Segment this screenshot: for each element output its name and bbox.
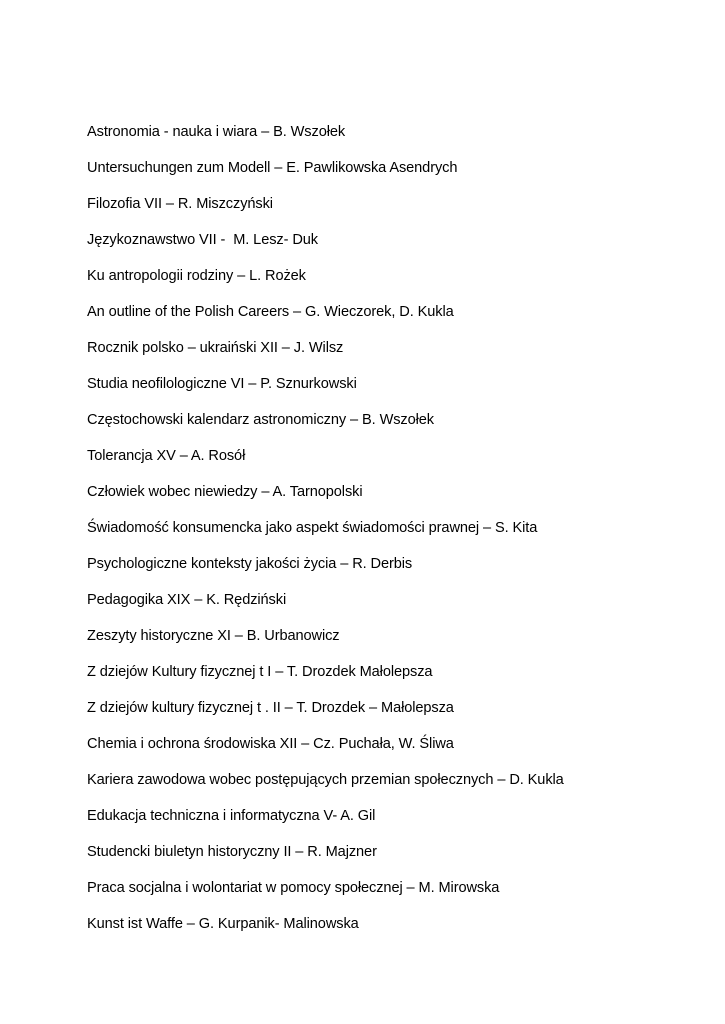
list-item: Rocznik polsko – ukraiński XII – J. Wilsz xyxy=(87,340,344,356)
list-item: Studia neofilologiczne VI – P. Sznurkowski xyxy=(87,376,357,392)
list-item: Chemia i ochrona środowiska XII – Cz. Puchała, W. Śliwa xyxy=(87,736,454,752)
list-item: Z dziejów kultury fizycznej t . II – T. Drozdek – Małolepsza xyxy=(87,700,454,716)
list-item: Untersuchungen zum Modell – E. Pawlikowska Asendrych xyxy=(87,160,458,176)
list-item: Tolerancja XV – A. Rosół xyxy=(87,448,246,464)
list-item: Kariera zawodowa wobec postępujących przemian społecznych – D. Kukla xyxy=(87,772,564,788)
publication-list xyxy=(87,119,564,947)
list-item: Pedagogika XIX – K. Rędziński xyxy=(87,592,287,608)
list-item: An outline of the Polish Careers – G. Wieczorek, D. Kukla xyxy=(87,304,454,320)
list-item: Z dziejów Kultury fizycznej t I – T. Drozdek Małolepsza xyxy=(87,664,433,680)
list-item: Ku antropologii rodziny – L. Rożek xyxy=(87,268,306,284)
list-item: Częstochowski kalendarz astronomiczny – B. Wszołek xyxy=(87,412,435,428)
list-item: Zeszyty historyczne XI – B. Urbanowicz xyxy=(87,628,340,644)
list-item: Kunst ist Waffe – G. Kurpanik- Malinowska xyxy=(87,916,359,932)
list-item: Edukacja techniczna i informatyczna V- A. Gil xyxy=(87,808,376,824)
list-item: Człowiek wobec niewiedzy – A. Tarnopolski xyxy=(87,484,363,500)
list-item: Psychologiczne konteksty jakości życia – R. Derbis xyxy=(87,556,413,572)
list-item: Praca socjalna i wolontariat w pomocy społecznej – M. Mirowska xyxy=(87,880,500,896)
list-item: Studencki biuletyn historyczny II – R. Majzner xyxy=(87,844,377,860)
list-item: Językoznawstwo VII - M. Lesz- Duk xyxy=(87,232,318,248)
list-item: Astronomia - nauka i wiara – B. Wszołek xyxy=(87,124,346,140)
list-item: Świadomość konsumencka jako aspekt świadomości prawnej – S. Kita xyxy=(87,520,538,536)
list-item: Filozofia VII – R. Miszczyński xyxy=(87,196,273,212)
